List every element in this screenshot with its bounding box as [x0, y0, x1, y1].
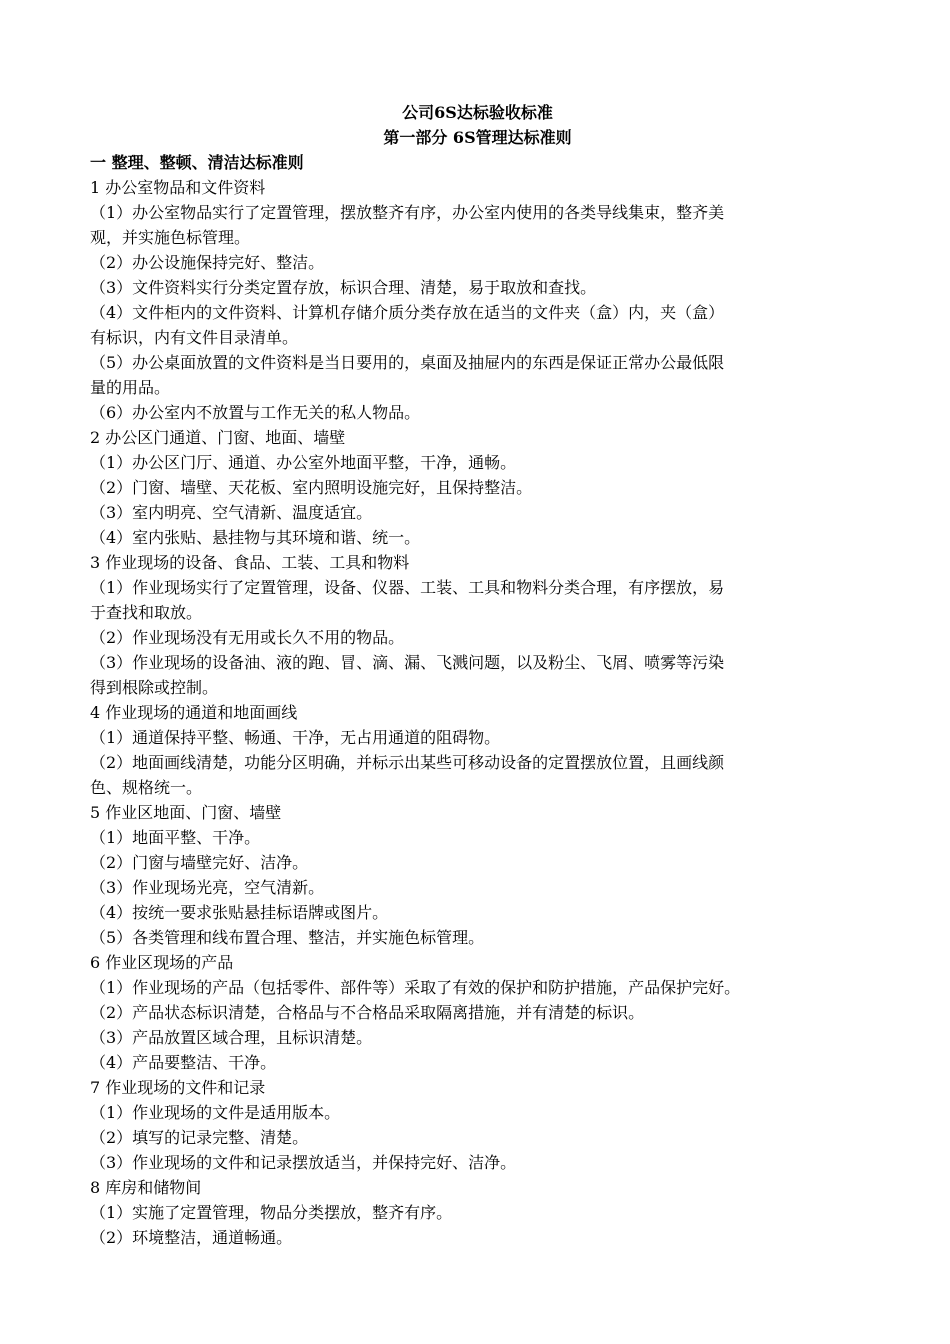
text-line: （2）地面画线清楚，功能分区明确，并标示出某些可移动设备的定置摆放位置，且画线颜 — [90, 753, 725, 772]
text-line: （4）室内张贴、悬挂物与其环境和谐、统一。 — [90, 528, 421, 547]
text-line: （5）各类管理和线布置合理、整洁，并实施色标管理。 — [90, 928, 485, 947]
text-line: （5）办公桌面放置的文件资料是当日要用的，桌面及抽屉内的东西是保证正常办公最低限 — [90, 353, 725, 372]
text-line: 得到根除或控制。 — [90, 678, 219, 697]
text-line: （2）环境整洁，通道畅通。 — [90, 1228, 293, 1247]
text-line: （2）门窗与墙壁完好、洁净。 — [90, 853, 309, 872]
document-page — [90, 100, 865, 1250]
text-line: 1 办公室物品和文件资料 — [90, 178, 266, 197]
text-line: （4）产品要整洁、干净。 — [90, 1053, 277, 1072]
text-line: （2）产品状态标识清楚，合格品与不合格品采取隔离措施，并有清楚的标识。 — [90, 1003, 645, 1022]
text-line: 于查找和取放。 — [90, 603, 203, 622]
text-line: 7 作业现场的文件和记录 — [90, 1078, 266, 1097]
text-line: （1）通道保持平整、畅通、干净，无占用通道的阻碍物。 — [90, 728, 501, 747]
text-line: （1）办公区门厅、通道、办公室外地面平整，干净，通畅。 — [90, 453, 517, 472]
section-heading: 一 整理、整顿、清洁达标准则 — [90, 153, 304, 172]
text-line: （1）作业现场的文件是适用版本。 — [90, 1103, 341, 1122]
text-line: 2 办公区门通道、门窗、地面、墙壁 — [90, 428, 346, 447]
text-line: 6 作业区现场的产品 — [90, 953, 234, 972]
text-line: 观，并实施色标管理。 — [90, 228, 251, 247]
document-body — [90, 175, 865, 1250]
text-line: （2）办公设施保持完好、整洁。 — [90, 253, 325, 272]
text-line: （3）作业现场的文件和记录摆放适当，并保持完好、洁净。 — [90, 1153, 517, 1172]
text-line: 量的用品。 — [90, 378, 171, 397]
text-line: （2）填写的记录完整、清楚。 — [90, 1128, 309, 1147]
text-line: （3）作业现场光亮，空气清新。 — [90, 878, 325, 897]
text-line: （1）作业现场实行了定置管理，设备、仪器、工装、工具和物料分类合理，有序摆放，易 — [90, 578, 725, 597]
document-subtitle: 第一部分 6S管理达标准则 — [383, 128, 572, 147]
text-line: （1）作业现场的产品（包括零件、部件等）采取了有效的保护和防护措施，产品保护完好。 — [90, 978, 741, 997]
text-line: 色、规格统一。 — [90, 778, 203, 797]
text-line: （6）办公室内不放置与工作无关的私人物品。 — [90, 403, 421, 422]
text-line: 4 作业现场的通道和地面画线 — [90, 703, 298, 722]
text-line: 8 库房和储物间 — [90, 1178, 202, 1197]
text-line: （1）办公室物品实行了定置管理，摆放整齐有序，办公室内使用的各类导线集束，整齐美 — [90, 203, 725, 222]
text-line: （1）地面平整、干净。 — [90, 828, 261, 847]
text-line: （4）按统一要求张贴悬挂标语牌或图片。 — [90, 903, 389, 922]
document-title: 公司6S达标验收标准 — [402, 103, 553, 122]
text-line: （3）产品放置区域合理，且标识清楚。 — [90, 1028, 373, 1047]
text-line: （3）文件资料实行分类定置存放，标识合理、清楚，易于取放和查找。 — [90, 278, 597, 297]
text-line: （4）文件柜内的文件资料、计算机存储介质分类存放在适当的文件夹（盒）内，夹（盒） — [90, 303, 725, 322]
text-line: 3 作业现场的设备、食品、工装、工具和物料 — [90, 553, 410, 572]
text-line: 有标识，内有文件目录清单。 — [90, 328, 299, 347]
text-line: （3）室内明亮、空气清新、温度适宜。 — [90, 503, 373, 522]
text-line: 5 作业区地面、门窗、墙壁 — [90, 803, 282, 822]
text-line: （3）作业现场的设备油、液的跑、冒、滴、漏、飞溅问题，以及粉尘、飞屑、喷雾等污染 — [90, 653, 725, 672]
text-line: （2）作业现场没有无用或长久不用的物品。 — [90, 628, 405, 647]
text-line: （2）门窗、墙壁、天花板、室内照明设施完好，且保持整洁。 — [90, 478, 533, 497]
text-line: （1）实施了定置管理，物品分类摆放，整齐有序。 — [90, 1203, 453, 1222]
